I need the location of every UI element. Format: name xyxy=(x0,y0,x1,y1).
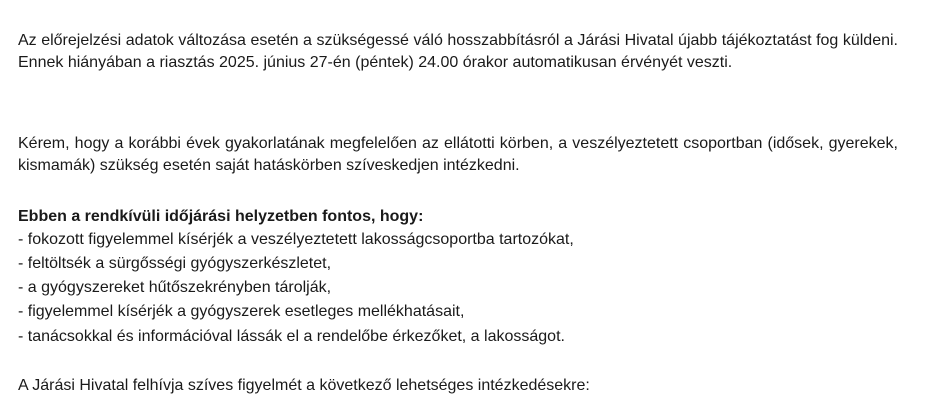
list-item: - tanácsokkal és információval lássák el a rendelőbe érkezőket, a lakosságot. xyxy=(18,327,565,345)
list-item: - feltöltsék a sürgősségi gyógyszerkészletet, xyxy=(18,254,332,272)
list-item: - fokozott figyelemmel kísérjék a veszélyeztetett lakosságcsoportba tartozókat, xyxy=(18,230,574,248)
paragraph-request: Kérem, hogy a korábbi évek gyakorlatának megfelelően az ellátotti körben, a veszélyeztetett csoportban (idősek, gyerekek, kismamák) szükség esetén saját hatáskörben szíveskedjen intézkedni. xyxy=(18,135,898,174)
section-heading: Ebben a rendkívüli időjárási helyzetben fontos, hogy: xyxy=(18,208,424,225)
important-measures-section xyxy=(18,206,898,349)
list-item: - a gyógyszereket hűtőszekrényben tárolják, xyxy=(18,279,332,297)
measures-list xyxy=(18,228,898,349)
paragraph-extension-notice: Az előrejelzési adatok változása esetén a szükségessé váló hosszabbításról a Járási Hivatal újabb tájékoztatást fog küldeni. Ennek hiányában a riasztás 2025. június 27-én (péntek) 24.00 órakor automatikusan érvényét veszti. xyxy=(18,32,898,71)
paragraph-possible-measures: A Járási Hivatal felhívja szíves figyelmét a következő lehetséges intézkedésekre: xyxy=(18,377,590,394)
list-item: - figyelemmel kísérjék a gyógyszerek esetleges mellékhatásait, xyxy=(18,303,465,321)
document-page xyxy=(18,0,898,400)
